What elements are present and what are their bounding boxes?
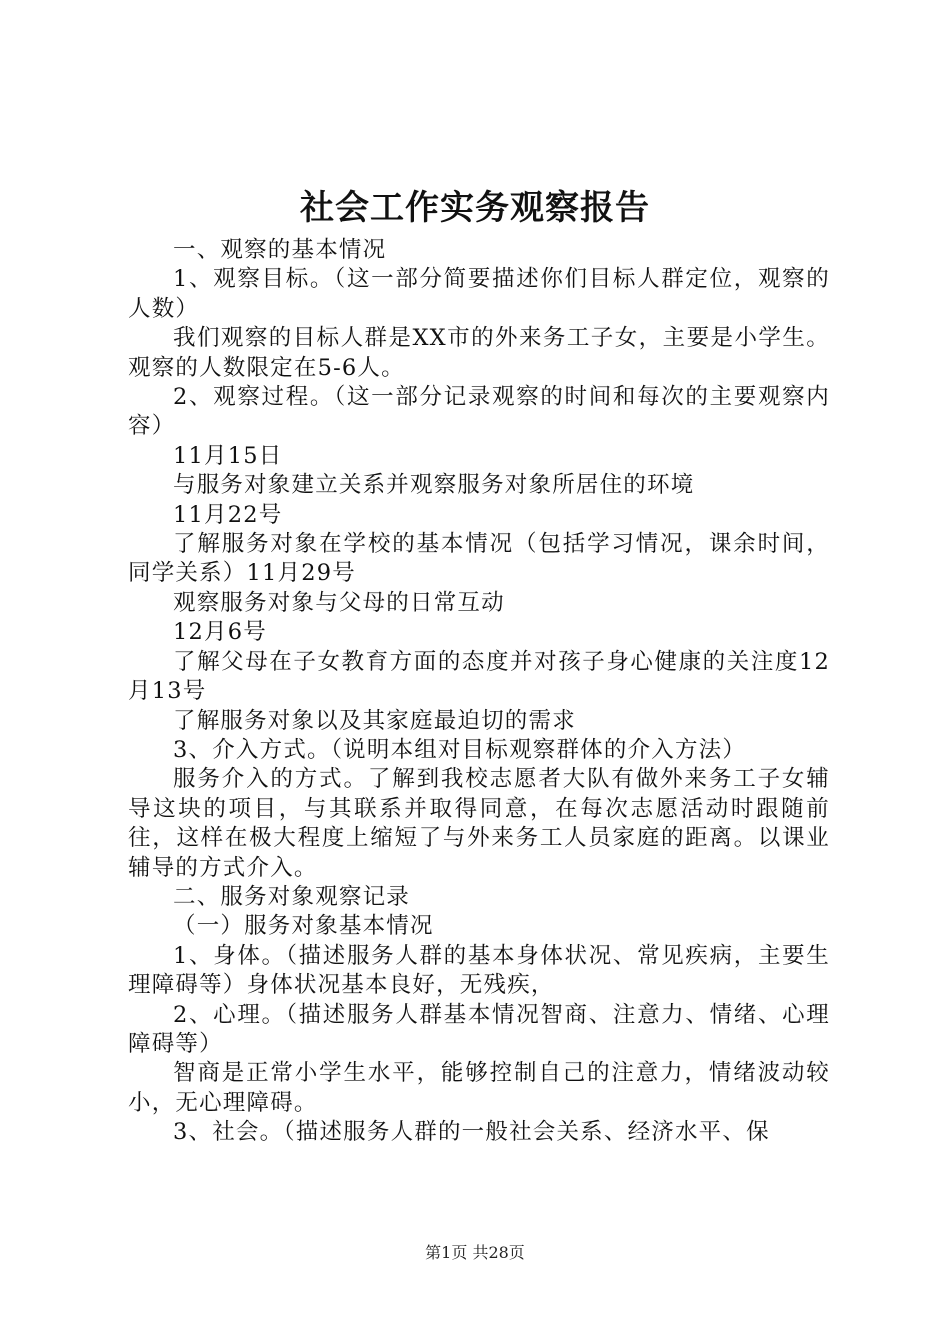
paragraph: 了解父母在子女教育方面的态度并对孩子身心健康的关注度12月13号 <box>128 648 830 705</box>
paragraph: 服务介入的方式。了解到我校志愿者大队有做外来务工子女辅导这块的项目，与其联系并取得同意，在每次志愿活动时跟随前往，这样在极大程度上缩短了与外来务工人员家庭的距离。以课业辅导的方式介入。 <box>128 766 830 881</box>
paragraph: 了解服务对象在学校的基本情况（包括学习情况，课余时间，同学关系）11月29号 <box>128 531 830 587</box>
paragraph: 了解服务对象以及其家庭最迫切的需求 <box>173 707 576 734</box>
paragraph: 观察服务对象与父母的日常互动 <box>173 589 505 616</box>
section-heading: 二、服务对象观察记录 <box>173 883 411 910</box>
paragraph: 我们观察的目标人群是XX市的外来务工子女，主要是小学生。观察的人数限定在5-6人。 <box>128 325 830 381</box>
paragraph: 1、观察目标。（这一部分简要描述你们目标人群定位，观察的人数） <box>128 266 830 322</box>
date-line: 12月6号 <box>173 619 267 646</box>
paragraph: 3、介入方式。（说明本组对目标观察群体的介入方法） <box>173 736 747 763</box>
section-heading: 一、观察的基本情况 <box>173 237 387 263</box>
date-line: 11月15日 <box>173 442 283 469</box>
paragraph: 与服务对象建立关系并观察服务对象所居住的环境 <box>173 472 695 499</box>
paragraph: 智商是正常小学生水平，能够控制自己的注意力，情绪波动较小，无心理障碍。 <box>128 1060 830 1116</box>
document-title: 社会工作实务观察报告 <box>300 188 650 228</box>
paragraph: 2、观察过程。（这一部分记录观察的时间和每次的主要观察内容） <box>128 384 830 440</box>
subsection-heading: （一）服务对象基本情况 <box>173 913 434 940</box>
page-footer: 第1页 共28页 <box>425 1243 525 1262</box>
paragraph: 1、身体。（描述服务人群的基本身体状况、常见疾病，主要生理障碍等）身体状况基本良好，无残疾， <box>128 942 830 999</box>
date-line: 11月22号 <box>173 501 283 528</box>
paragraph: 3、社会。（描述服务人群的一般社会关系、经济水平、保 <box>173 1119 770 1146</box>
paragraph: 2、心理。（描述服务人群基本情况智商、注意力、情绪、心理障碍等） <box>128 1001 830 1057</box>
document-body <box>128 236 830 1148</box>
